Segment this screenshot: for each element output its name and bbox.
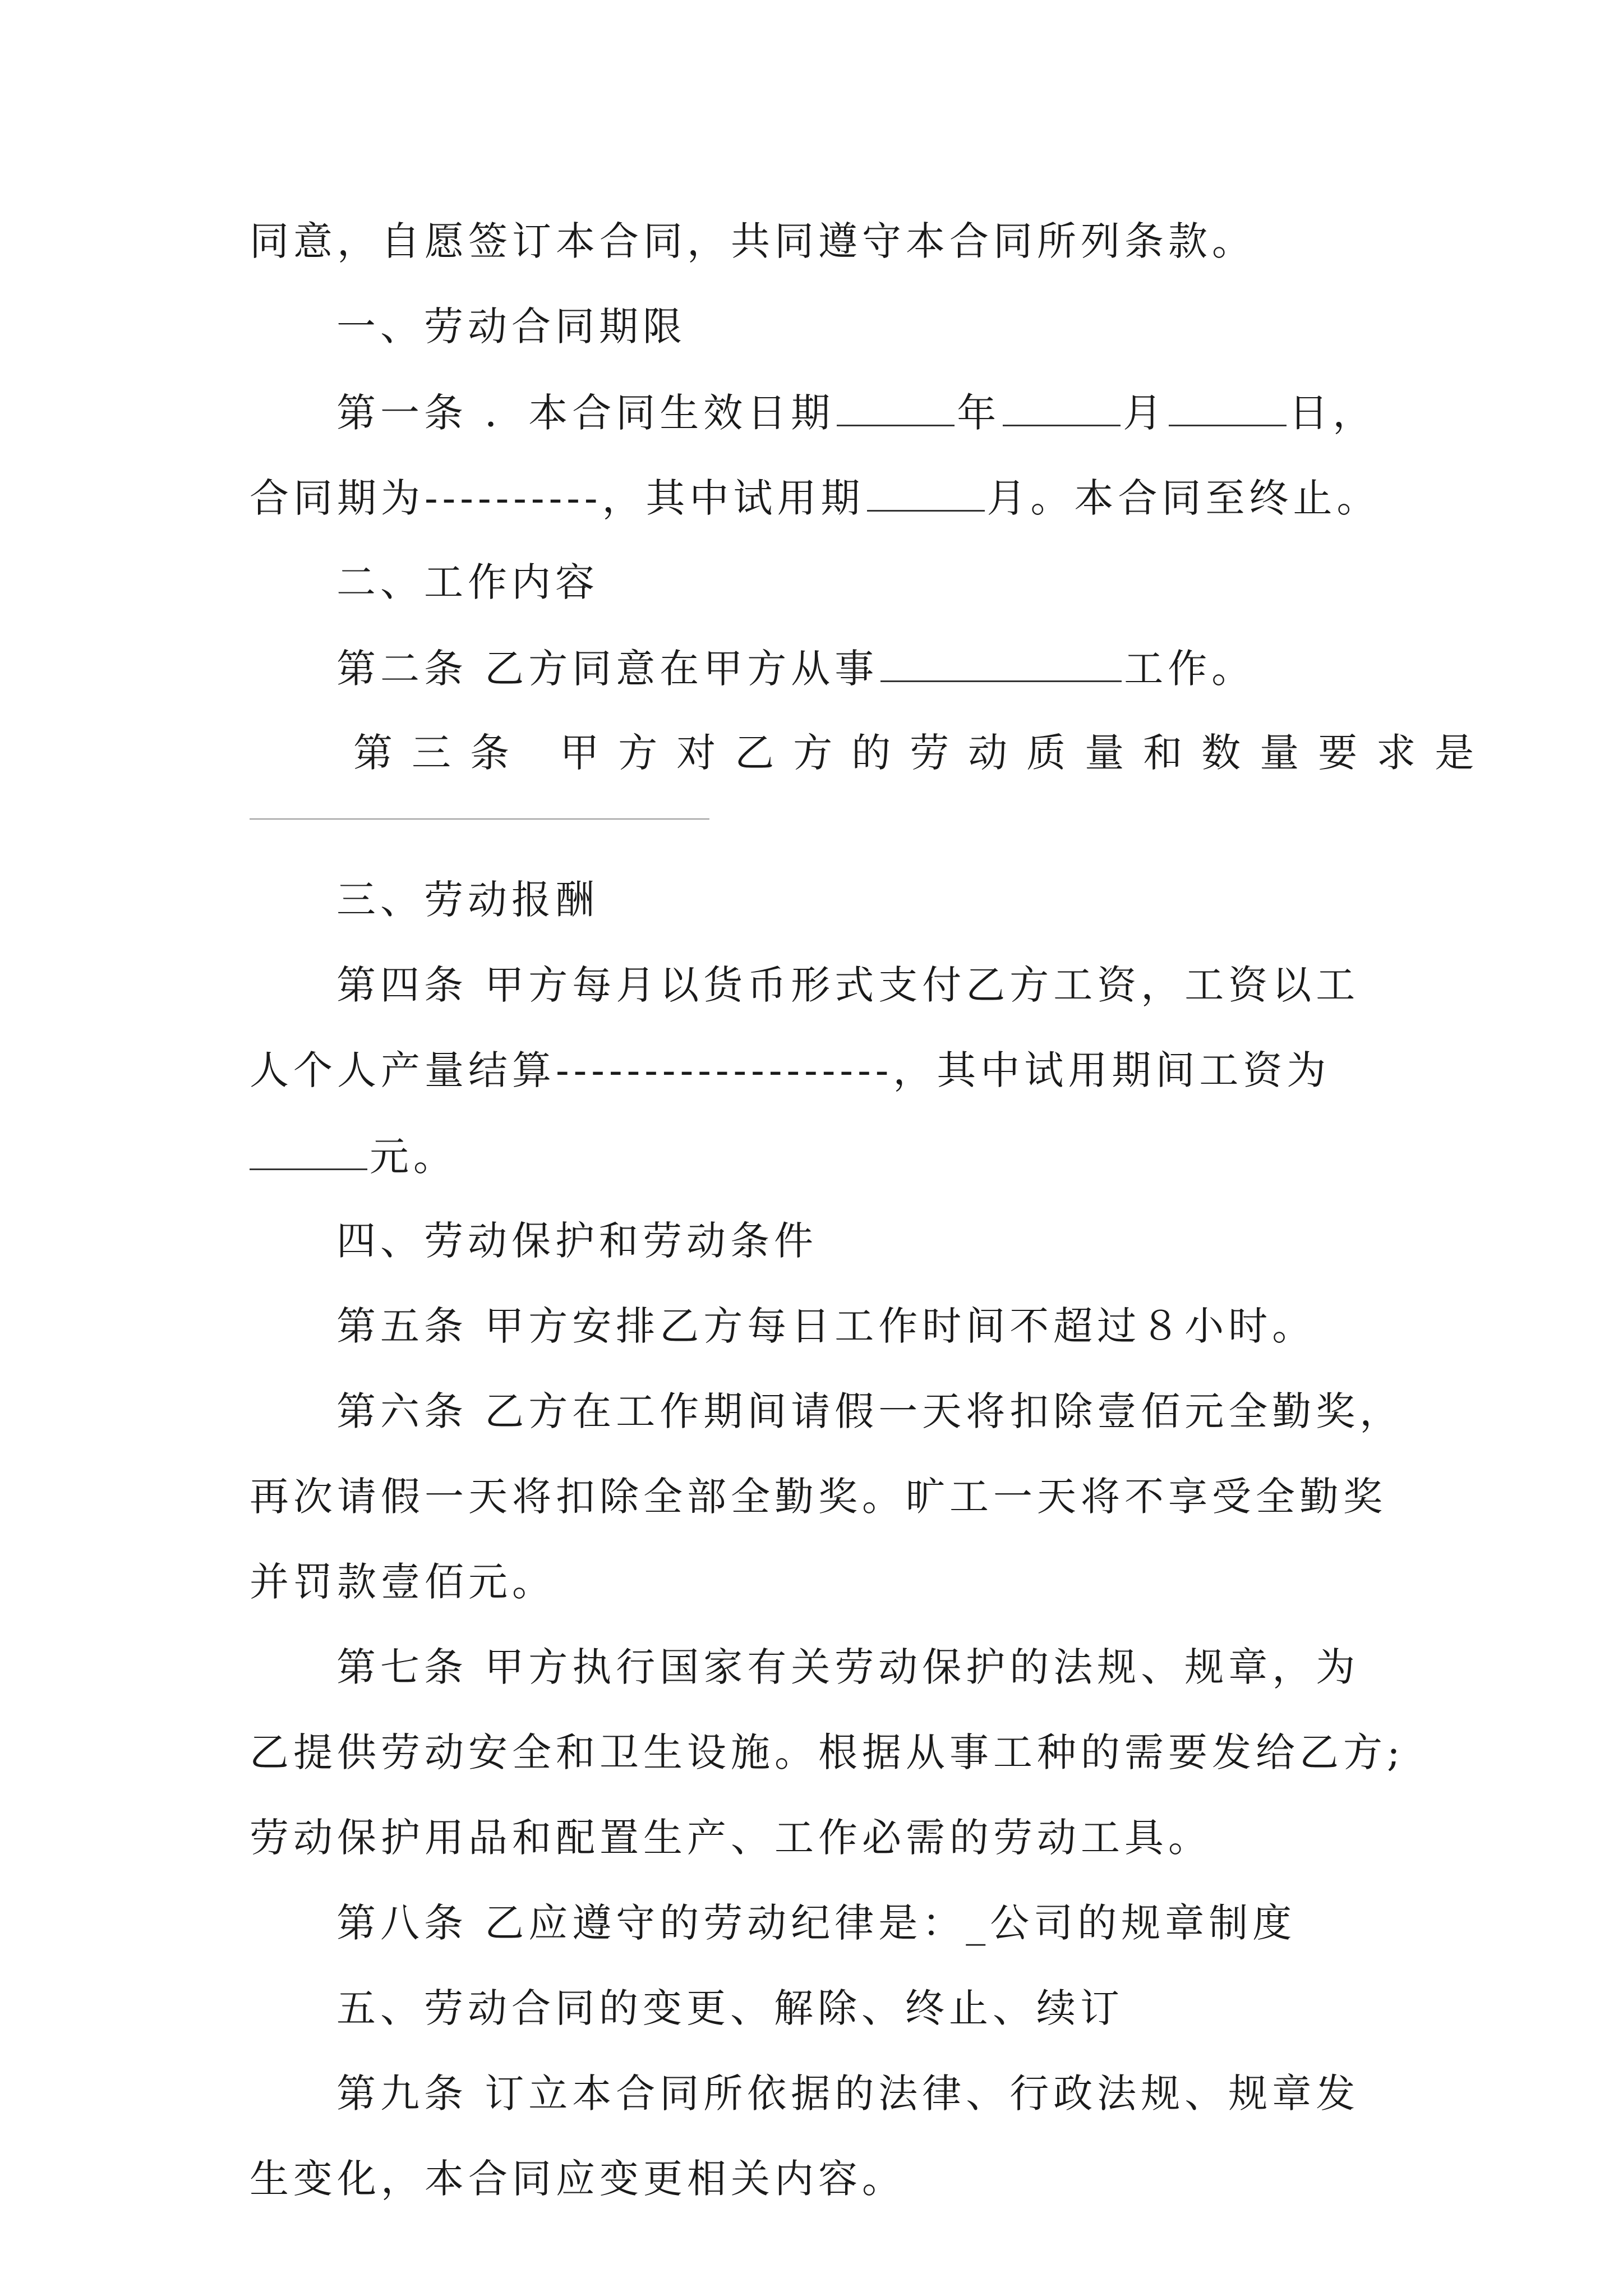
section-heading-5: 五、劳动合同的变更、解除、终止、续订 (336, 1985, 1124, 2031)
article-1-line-2 (250, 475, 1381, 563)
article-6-line-3: 并罚款壹佰元。 (250, 1559, 556, 1605)
blank-month (1003, 392, 1121, 426)
blank-year (837, 392, 955, 426)
article-9-line-1: 第九条 订立本合同所依据的法律、行政法规、规章发 (336, 2070, 1360, 2116)
article-6-line-2: 再次请假一天将扣除全部全勤奖。旷工一天将不享受全勤奖 (250, 1474, 1387, 1520)
article-2-end: 工作。 (1124, 646, 1256, 692)
article-2-text: 第二条 乙方同意在甲方从事 (336, 646, 879, 692)
article-7-line-3: 劳动保护用品和配置生产、工作必需的劳动工具。 (250, 1815, 1212, 1861)
blank-day (1169, 392, 1287, 426)
contract-term-end: 月。本合同至终止。 (986, 475, 1381, 521)
article-8: 第八条 乙应遵守的劳动纪律是：_公司的规章制度 (336, 1900, 1297, 1946)
article-3-blank-line (250, 818, 1377, 880)
section-heading-4: 四、劳动保护和劳动条件 (336, 1218, 818, 1264)
section-heading-2: 二、工作内容 (336, 559, 599, 605)
article-1-text: 第一条 ．本合同生效日期 (336, 390, 835, 436)
blank-quality-requirement (250, 818, 709, 820)
day-label: 日， (1289, 390, 1377, 436)
section-heading-1: 一、劳动合同期限 (336, 303, 686, 349)
article-2 (250, 648, 1377, 733)
month-label: 月 (1123, 390, 1167, 436)
paragraph-intro: 同意，自愿签订本合同，共同遵守本合同所列条款。 (250, 218, 1256, 264)
article-4-line-3 (250, 1136, 1377, 1221)
article-4-line-1: 第四条 甲方每月以货币形式支付乙方工资，工资以工 (336, 962, 1360, 1008)
article-4-line-2: 人个人产量结算-------------------，其中试用期间工资为 (250, 1047, 1331, 1093)
blank-probation-wage (250, 1136, 367, 1170)
article-6-line-1: 第六条 乙方在工作期间请假一天将扣除壹佰元全勤奖， (336, 1388, 1404, 1434)
article-7-line-1: 第七条 甲方执行国家有关劳动保护的法规、规章，为 (336, 1644, 1360, 1690)
article-1-line-1 (250, 392, 1377, 477)
blank-probation (867, 477, 985, 512)
year-label: 年 (957, 390, 1001, 436)
article-9-line-2: 生变化，本合同应变更相关内容。 (250, 2156, 906, 2202)
contract-term-text: 合同期为----------，其中试用期 (250, 475, 865, 521)
document-body (250, 218, 1493, 2244)
blank-job (880, 648, 1122, 682)
article-7-line-2: 乙提供劳动安全和卫生设施。根据从事工种的需要发给乙方; (250, 1729, 1405, 1775)
wage-unit: 元。 (370, 1134, 457, 1180)
section-heading-3: 三、劳动报酬 (336, 877, 599, 923)
article-5: 第五条 甲方安排乙方每日工作时间不超过８小时。 (336, 1303, 1316, 1349)
article-3: 第三条 甲方对乙方的劳动质量和数量要求是 (353, 730, 1493, 776)
